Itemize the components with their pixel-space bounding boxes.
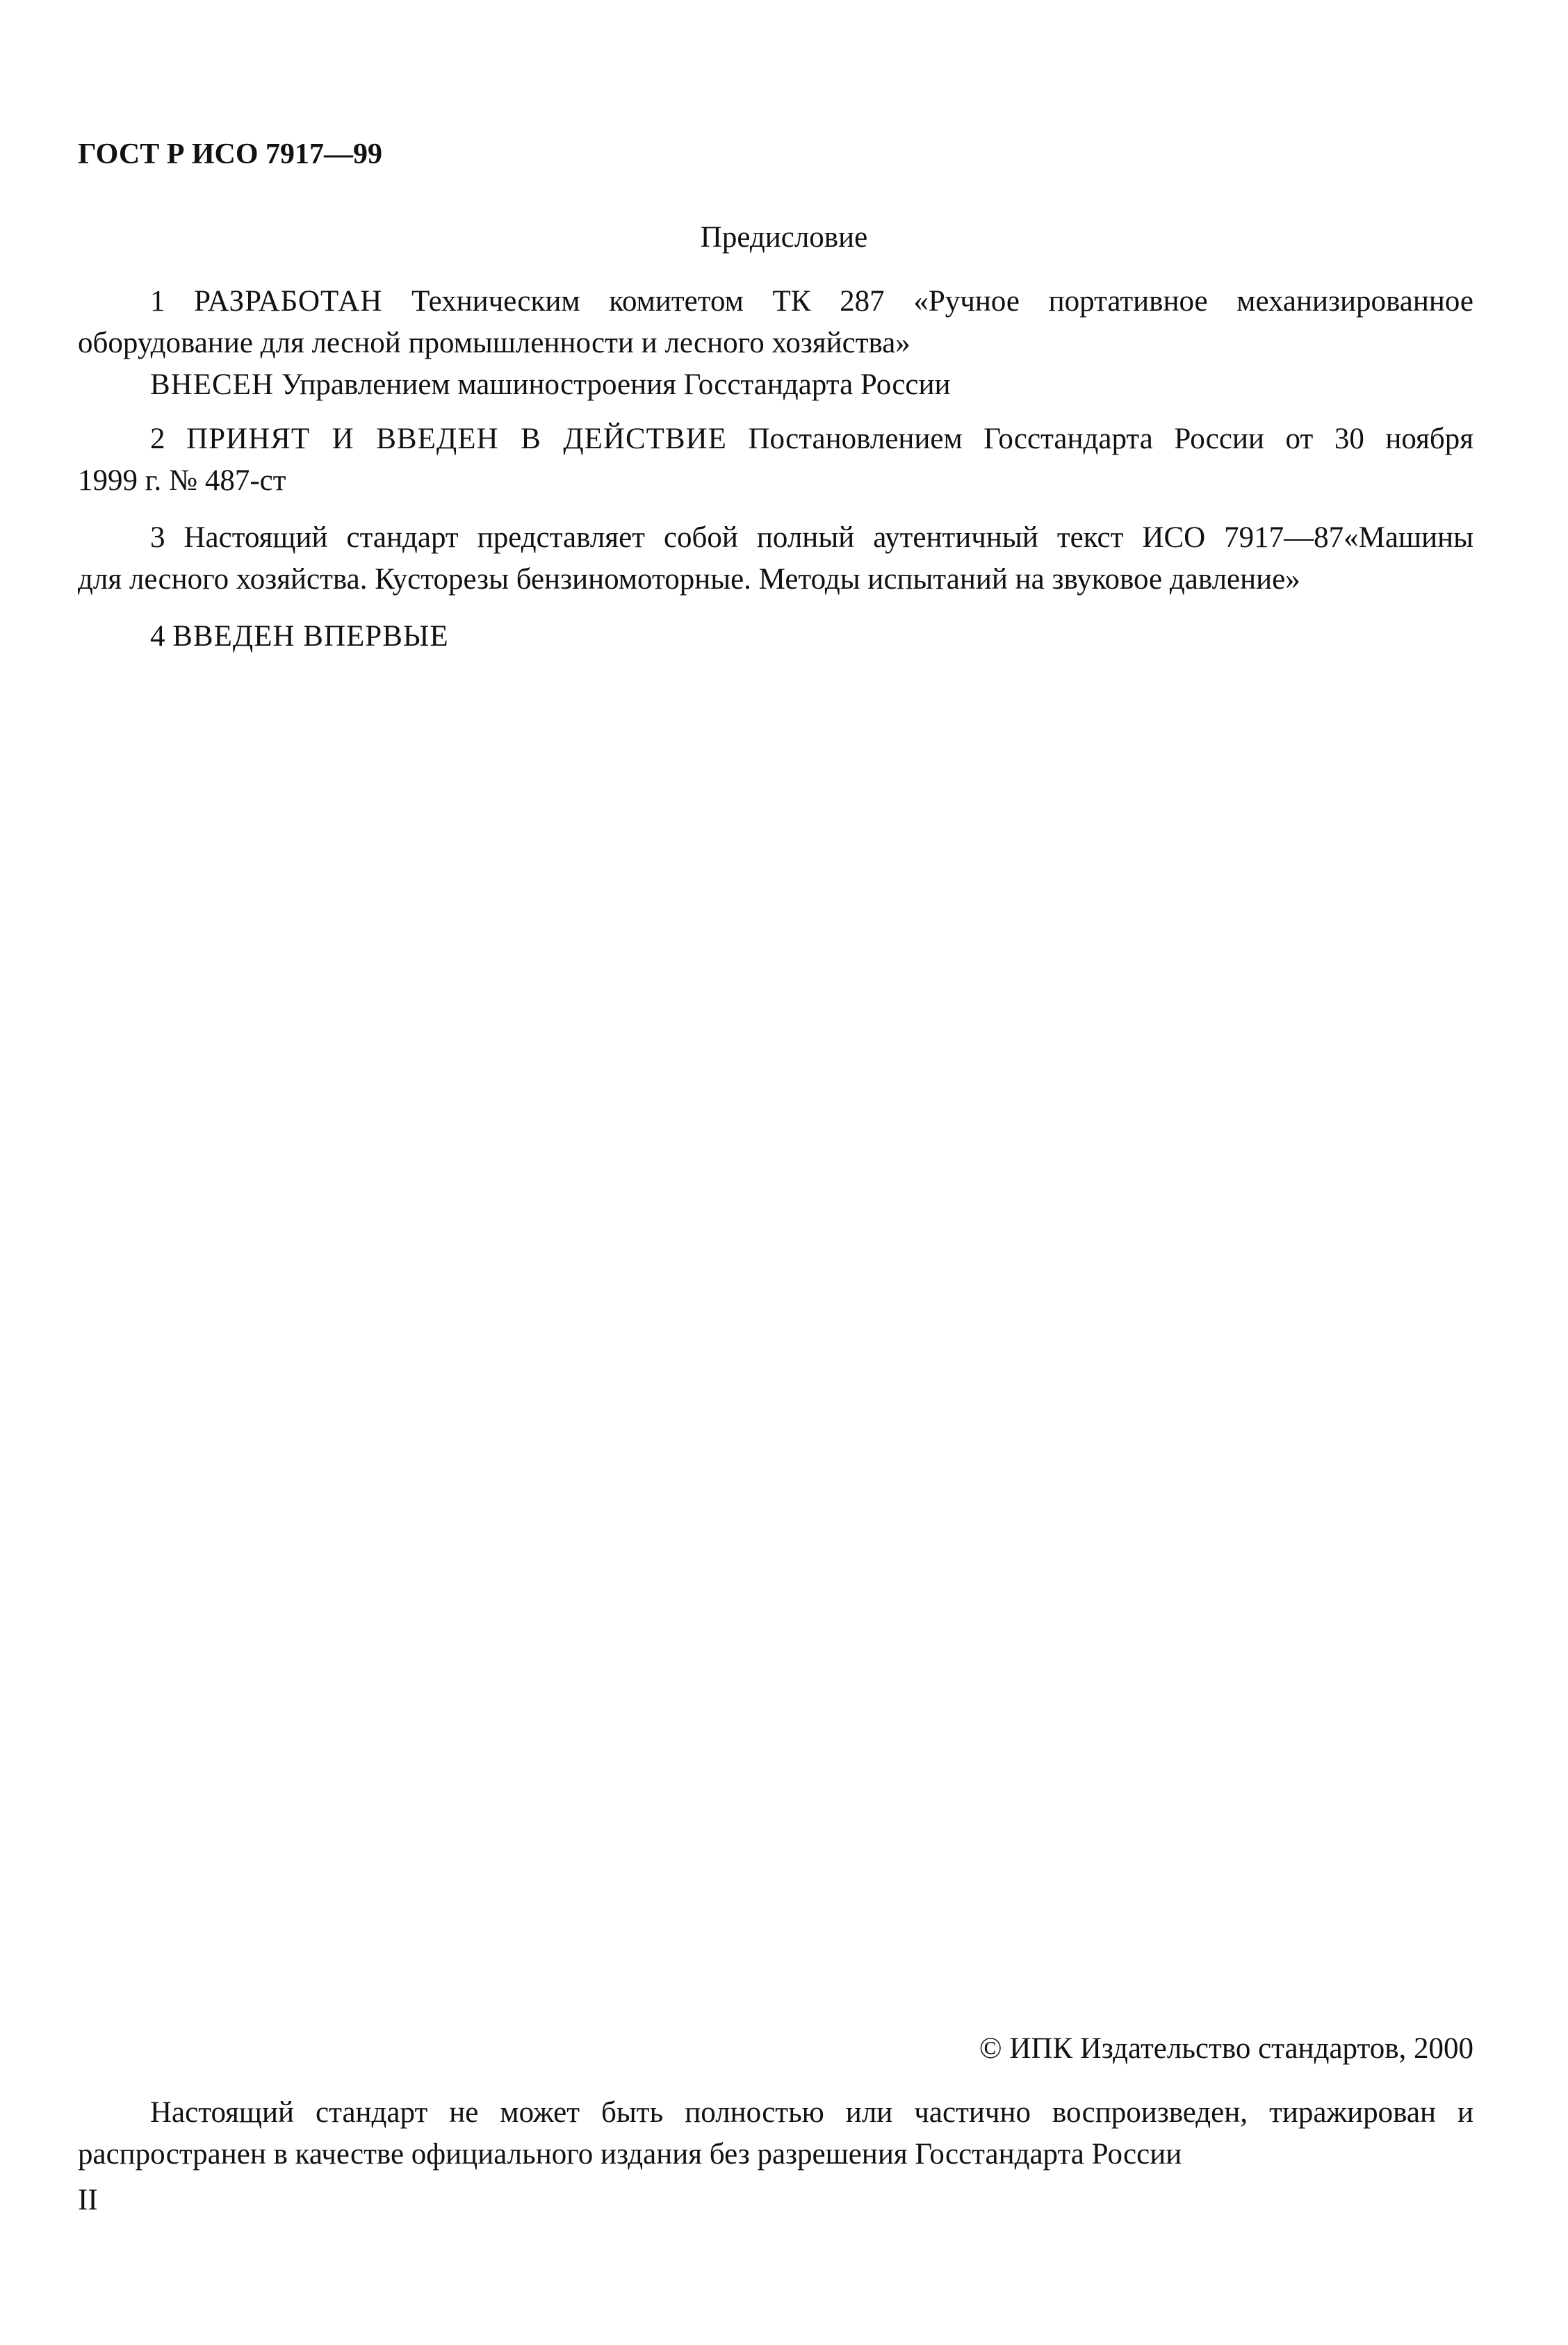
foreword-item-3-line-2: для лесного хозяйства. Кусторезы бензиномоторные. Методы испытаний на звуковое давление»	[78, 563, 1300, 596]
document-code: ГОСТ Р ИСО 7917—99	[78, 138, 383, 170]
foreword-item-4	[78, 616, 1473, 657]
item-keyword: РАЗРАБОТАН	[194, 285, 383, 318]
foreword-item-1-line-1	[78, 281, 1473, 322]
item-text: Техническим комитетом ТК 287 «Ручное портативное механизированное	[411, 285, 1473, 318]
reproduction-notice-line-1: Настоящий стандарт не может быть полностью или частично воспроизведен, тиражирован и	[150, 2096, 1473, 2129]
foreword-item-2	[78, 418, 1473, 502]
foreword-item-3	[78, 517, 1473, 600]
item-number: 3	[150, 521, 165, 554]
foreword-item-1-submitted-line	[78, 364, 1473, 406]
copyright-notice: © ИПК Издательство стандартов, 2000	[979, 2032, 1473, 2065]
item-number: 2	[150, 423, 165, 455]
page-title: Предисловие	[700, 221, 868, 254]
foreword-item-1	[78, 281, 1473, 364]
item-number: 1	[150, 285, 165, 318]
item-text: Постановлением Госстандарта России от 30 ноября	[748, 423, 1474, 455]
item-keyword: ВНЕСЕН	[150, 368, 274, 401]
item-text: Управлением машиностроения Госстандарта России	[281, 368, 951, 401]
item-keyword: ПРИНЯТ И ВВЕДЕН В ДЕЙСТВИЕ	[186, 423, 727, 455]
reproduction-notice-line-2: распространен в качестве официального издания без разрешения Госстандарта России	[78, 2138, 1182, 2171]
item-keyword: ВВЕДЕН ВПЕРВЫЕ	[172, 620, 449, 653]
foreword-item-4-line	[78, 616, 1473, 657]
foreword-item-2-line-2: 1999 г. № 487-ст	[78, 464, 286, 497]
foreword-item-3-line-1	[78, 517, 1473, 559]
item-number: 4	[150, 620, 165, 653]
foreword-item-1-submitted	[78, 364, 1473, 406]
item-text: Настоящий стандарт представляет собой полный аутентичный текст ИСО 7917—87«Машины	[183, 521, 1474, 554]
reproduction-notice	[78, 2092, 1473, 2175]
foreword-item-1-line-2: оборудование для лесной промышленности и лесного хозяйства»	[78, 327, 910, 359]
foreword-item-2-line-1	[78, 418, 1473, 460]
page-number: II	[78, 2184, 98, 2216]
